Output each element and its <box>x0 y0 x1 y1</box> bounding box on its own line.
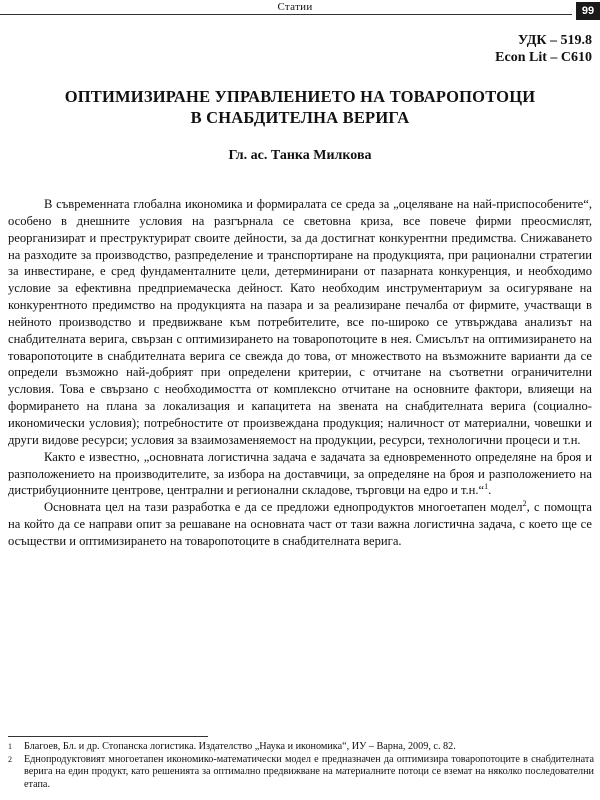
title-line-1: ОПТИМИЗИРАНЕ УПРАВЛЕНИЕТО НА ТОВАРОПОТОЦИ <box>64 87 536 106</box>
udk-code: УДК – 519.8 <box>517 33 592 48</box>
page-number: 99 <box>576 2 600 20</box>
paragraph-2 <box>8 449 592 500</box>
footnote-text: Еднопродуктовият многоетапен икономико-математически модел е предназначен да оптимизира товаропотоците в снабдителната верига на един продукт, като решенията за оптимално предвижване на материалните потоци се вземат на няколко последователни етапа. <box>24 753 594 790</box>
footnote-item <box>8 741 594 754</box>
footnote-ref-2: 2 <box>522 499 527 508</box>
paragraph-3-text-a: Основната цел на тази разработка е да се предложи еднопродуктов многоетапен модел <box>44 500 523 515</box>
paragraph-3-text-b: , с помощта на който да се направи опит за решаване на основната част от тази важна логистична задача, с което ще се осъществи и оптимизирането на товаропотоците в снабдителната верига. <box>8 500 592 548</box>
author-name: Гл. ас. Танка Милкова <box>228 148 372 163</box>
article-body <box>8 196 592 550</box>
page-header <box>0 0 600 18</box>
footnote-mark: 2 <box>8 754 12 764</box>
paragraph-2-end: . <box>488 483 492 498</box>
footnotes <box>8 741 594 791</box>
footnote-ref-1: 1 <box>484 482 489 492</box>
footnote-mark: 1 <box>8 742 12 751</box>
footnote-separator <box>8 736 208 737</box>
header-rule <box>0 14 572 15</box>
econlit-code: Econ Lit – C610 <box>495 50 592 65</box>
paragraph-3 <box>8 499 592 550</box>
footnote-item <box>8 754 594 792</box>
footnote-text: Благоев, Бл. и др. Стопанска логистика. Издателство „Наука и икономика“, ИУ – Варна, 2009, с. 82. <box>24 741 456 752</box>
journal-section-title: Статии <box>277 1 313 13</box>
article-title <box>0 86 600 128</box>
title-line-2: В СНАБДИТЕЛНА ВЕРИГА <box>190 108 410 127</box>
paragraph-1: В съвременната глобална икономика и формиралата се среда за „оцеляване на най-приспособените“, особено в днешните условия на разгърнала се световна криза, все повече фирми преосмислят, реорганизират и преструктурират своите дейности, за да достигнат конкурентни предимства. Снижаването на разходите за производство, разпределение и транспортиране на продукцията, при рационални стратегии за инвестиране, е сред фундаменталните цели, детерминирани от пазарната конкуренция, и необходимо условие за ефективна предприемаческа дейност. Като необходим инструментариум за осигуряване на конкурентното предимство на продукцията на пазара и за реализиране печалба от фирмите, участващи в нейното производство и предвижване към потребителите, все по-широко се утвърждава анализът на снабдителната верига, свързан с оптимизирането на товаропотоците в нея. Смисълът на оптимизирането на товаропотоците в снабдителната верига се свежда до това, от множеството на възможните варианти да се определи възможно най-добрият при определени критерии, с отчитане на съответни ограничителни условия. Това е свързано с необходимостта от комплексно отчитане на основните фактори, влияещи на формирането на плана за локализация и капацитета на звената на снабдителната верига (социално-икономически условия); потребностите от произвеждана продукция; наличност от материални, човешки и други видове ресурси; условия за взаимозаменяемост на продукции, ресурси, технологични процеси и т.н. <box>8 197 592 447</box>
paragraph-2-text: Както е известно, „основната логистична задача е задачата за едновременното определяне на броя и разположението на производителите, за избора на доставчици, за определяне на броя и разположението на дистрибуционните центрове, централни и регионални складове, търговци на едро и т.н.“ <box>8 449 592 498</box>
classification-codes <box>495 32 592 66</box>
